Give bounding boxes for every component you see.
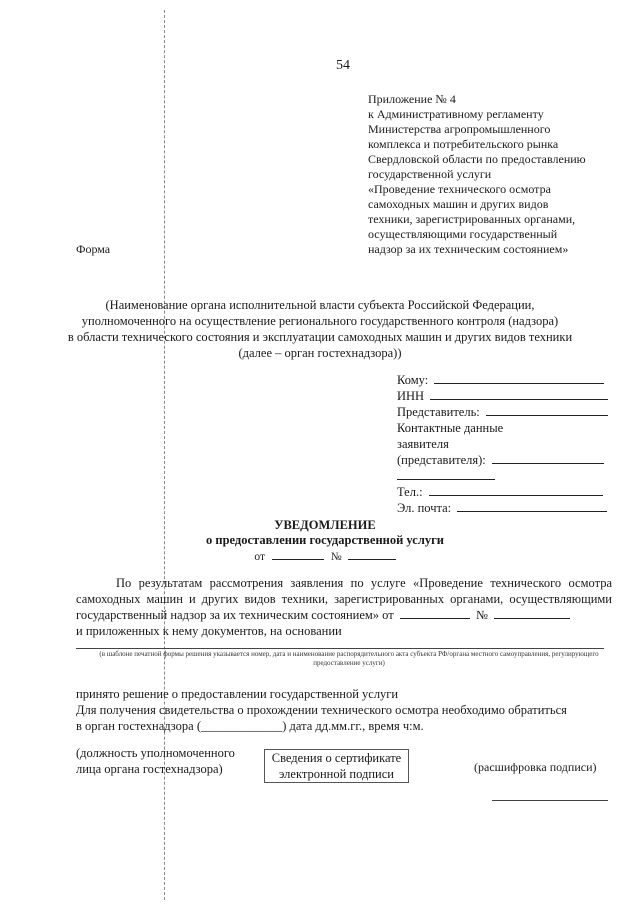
inn-field[interactable] — [430, 388, 608, 400]
application-date-field[interactable] — [400, 607, 470, 619]
recipient-row — [397, 372, 608, 388]
template-note: (в шаблоне печатной формы решения указывается номер, дата и наименование распорядительного акта субъекта РФ/органа местного самоуправления, регулирующего предоставление услуги) — [99, 650, 599, 667]
organization-line: (Наименование органа исполнительной власти субъекта Российской Федерации, — [105, 298, 535, 312]
email-field[interactable] — [457, 500, 607, 512]
appendix-line: «Проведение технического осмотра — [368, 182, 551, 196]
notice-date-number-row — [0, 548, 640, 563]
e-signature-certificate-box — [264, 749, 409, 783]
contact-data-extra-row — [397, 468, 608, 484]
appendix-line: Свердловской области по предоставлению — [368, 152, 586, 166]
number-label: № — [330, 551, 342, 563]
appendix-header — [368, 92, 586, 257]
recipient-field[interactable] — [434, 372, 604, 384]
representative-field[interactable] — [486, 404, 608, 416]
page-number: 54 — [336, 58, 350, 73]
signature-decryption-label: (расшифровка подписи) — [474, 760, 597, 774]
body-text: По результатам рассмотрения заявления по услуге «Проведение технического осмотра самоходных машин и других видов техники, зарегистрированных органами, осуществляющими государственный надзор за их техническим состоянием» от — [76, 576, 612, 622]
official-position-label — [76, 745, 235, 777]
basis-field-line[interactable] — [76, 648, 604, 649]
official-position-line: (должность уполномоченного — [76, 746, 235, 760]
certificate-line: электронной подписи — [279, 767, 394, 781]
appendix-line: к Административному регламенту — [368, 107, 544, 121]
appendix-line: надзор за их техническим состоянием» — [368, 242, 569, 256]
instruction-line: Для получения свидетельства о прохождении технического осмотра необходимо обратиться — [76, 703, 567, 717]
recipient-label: Кому: — [397, 373, 429, 387]
contact-data-label: заявителя — [397, 437, 449, 451]
instruction-line: в орган гостехнадзора (_____________) дата дд.мм.гг., время ч:м. — [76, 719, 424, 733]
appendix-line: Приложение № 4 — [368, 92, 456, 106]
contact-data-row — [397, 452, 608, 468]
body-paragraph — [76, 575, 612, 639]
organization-line: уполномоченного на осуществление регионального государственного контроля (надзора) — [81, 314, 559, 328]
notice-number-field[interactable] — [348, 548, 396, 560]
appendix-line: техники, зарегистрированных органами, — [368, 212, 576, 226]
appendix-line: самоходных машин и других видов — [368, 197, 549, 211]
notice-title — [0, 518, 640, 548]
contact-data-label: Контактные данные — [397, 421, 504, 435]
representative-row — [397, 404, 608, 420]
appendix-line: комплекса и потребительского рынка — [368, 137, 559, 151]
date-label: от — [254, 551, 265, 563]
inn-label: ИНН — [397, 389, 425, 403]
application-number-label: № — [475, 608, 488, 622]
decision-block — [76, 686, 567, 734]
contact-data-extra-field[interactable] — [397, 468, 495, 480]
certificate-line: Сведения о сертификате — [271, 751, 402, 765]
notice-date-field[interactable] — [272, 548, 324, 560]
organization-line: (далее – орган гостехнадзора)) — [238, 346, 402, 360]
organization-line: в области технического состояния и эксплуатации самоходных машин и других видов техники — [67, 330, 573, 344]
phone-row — [397, 484, 608, 500]
contact-data-field[interactable] — [492, 452, 604, 464]
application-number-field[interactable] — [494, 607, 570, 619]
official-position-line: лица органа гостехнадзора) — [76, 762, 223, 776]
representative-label: Представитель: — [397, 405, 480, 419]
notice-subtitle-line: о предоставлении государственной услуги — [206, 533, 444, 547]
recipient-block — [397, 372, 608, 516]
form-label: Форма — [76, 242, 111, 256]
phone-field[interactable] — [429, 484, 603, 496]
email-label: Эл. почта: — [397, 501, 452, 515]
phone-label: Тел.: — [397, 485, 423, 499]
inn-row — [397, 388, 608, 404]
organization-name-placeholder — [0, 297, 640, 361]
email-row — [397, 500, 608, 516]
contact-data-label: (представителя): — [397, 453, 486, 467]
appendix-line: Министерства агропромышленного — [368, 122, 551, 136]
notice-title-line: УВЕДОМЛЕНИЕ — [274, 518, 376, 532]
signature-decryption-line[interactable] — [492, 800, 608, 801]
decision-line: принято решение о предоставлении государственной услуги — [76, 687, 399, 701]
appendix-line: государственной услуги — [368, 167, 492, 181]
body-text-end: и приложенных к нему документов, на основании — [76, 624, 342, 638]
appendix-line: осуществляющими государственный — [368, 227, 558, 241]
